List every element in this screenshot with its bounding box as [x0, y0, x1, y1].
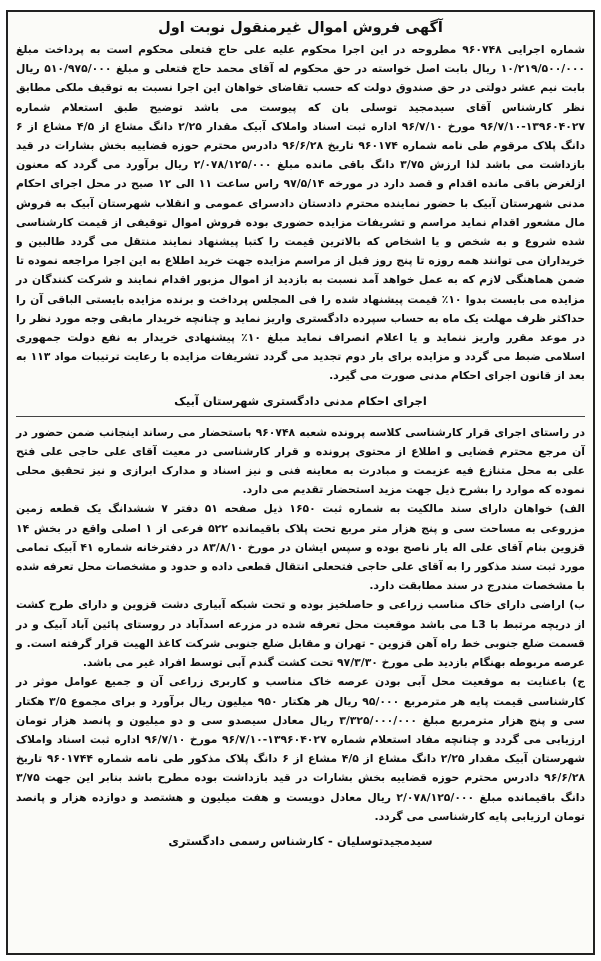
section-divider	[16, 416, 585, 417]
legal-notice	[6, 10, 595, 955]
report-item-a: الف) خواهان دارای سند مالکیت به شماره ثبت ۱۶۵۰ ذیل صفحه ۵۱ دفتر ۷ ششدانگ یک قطعه زمین مزروعی به مساحت سی و پنج هزار متر مربع تحت پلاک باقیمانده ۵۲۲ فرعی از ۱ اصلی واقع در بخش ۱۴ قزوین بنام آقای علی اله یار ناصح بوده و سپس ایشان در مورخ ۸۳/۸/۱۰ در دفترخانه شماره ۴۱ آبیک تمامی مورد ثبت سند مذکور را به آقای علی حاجی فتحعلی انتقال قطعی داده و حدود و مشخصات محل تعرفه شده با مشخصات مندرج در سند مطابقت دارد.	[16, 502, 586, 593]
issuing-office: اجرای احکام مدنی دادگستری شهرستان آبیک	[174, 393, 427, 408]
notice-title: آگهی فروش اموال غیرمنقول نوبت اول	[158, 20, 443, 36]
report-item-c: ج) باعنایت به موقعیت محل آبی بودن عرصه خاک مناسب و کاربری زراعی آن و جمیع عوامل موثر در کارشناسی قیمت پایه هر مترمربع ۹۵/۰۰۰ ریال هر هکتار ۹۵۰ میلیون ریال برآورد و برای مجموع ۳/۵ هکتار سی و پنج هزار مترمربع مبلغ ۳/۳۲۵/۰۰۰/۰۰۰ ریال معادل سیصدو سی و دو میلیون و پانصد هزار تومان ارزیابی می گردد و چنانچه مفاد استعلام شماره ۱۳۹۶۰۴۰۲۷-۹۶/۷/۱۰ مورخ ۹۶/۷/۱۰ اداره ثبت اسناد واملاک شهرستان آبیک مقدار ۲/۲۵ دانگ مشاع از ۴/۵ مشاع از ۶ دانگ پلاک مذکور طی نامه شماره ۹۶۰۱۷۴۴ تاریخ ۹۶/۶/۲۸ دادرس محترم حوزه قضاییه بخش بشارات در قید بازداشت بوده مطرح باشد بنابر این جهت ۳/۷۵ دانگ باقیمانده مبلغ ۲/۰۷۸/۱۲۵/۰۰۰ ریال معادل دویست و هفت میلیون و هشتصد و دوازده هزار و پانصد تومان ارزیابی پایه کارشناسی می گردد.	[16, 675, 586, 823]
auction-paragraph: شماره اجرایی ۹۶۰۷۴۸ مطروحه در این اجرا محکوم علیه علی حاج فتعلی محکوم است به پرداخت مبلغ ۱۰/۲۱۹/۵۰۰/۰۰۰ ریال بابت اصل خواسته در حق محکوم له آقای محمد حاج فتعلی و مبلغ ۵۱۰/۹۷۵/۰۰۰ ریال بابت نیم عشر دولتی در حق صندوق دولت که حسب تقاضای خواهان این اجرا نسبت به توقیف ملکی مطابق نظر کارشناس آقای سیدمجید توسلی بان که پیوست می باشد توضیح طبق استعلام شماره ۱۳۹۶۰۴۰۲۷-۹۶/۷/۱۰ مورخ ۹۶/۷/۱۰ اداره ثبت اسناد واملاک آبیک مقدار ۲/۲۵ دانگ مشاع از ۴/۵ مشاع از ۶ دانگ پلاک مرقوم طی نامه شماره ۹۶۰۱۷۴ تاریخ ۹۶/۶/۲۸ دادرس محترم حوزه قضاییه بخش بشارات در قید بازداشت می باشد لذا ارزش ۳/۷۵ دانگ باقی مانده مبلغ ۲/۰۷۸/۱۲۵/۰۰۰ ریال برآورد می گردد که معنون ازلغرض باقی مانده اقدام و قصد دارد در مورخه ۹۷/۵/۱۴ راس ساعت ۱۱ الی ۱۲ صبح در محل اجرای احکام مدنی شهرستان آبیک با حضور نماینده محترم دادستان دادسرای عمومی و انقلاب شهرستان آبیک به فروش مال مشعور اقدام نماید مراسم و تشریفات مزایده حضوری بوده فروش اموال توقیفی از قیمت کارشناسی شده شروع و به شخص و یا اشخاص که بالاترین قیمت را کتبا پیشنهاد نمایند منتقل می گردد طالبین و خریداران می توانند همه روزه تا پنج روز قبل از مراسم مزایده جهت خرید اطلاع به این اجرا مراجعه نموده تا ضمن هماهنگی لازم که به عمل خواهد آمد نسبت به بازدید از اموال مزبور اقدام نمایند و شرکت کنندگان در مزایده می بایست بدوا ۱۰٪ قیمت پیشنهاد شده را فی المجلس پرداخت و برنده مزایده بایستی الباقی آن را حداکثر ظرف مهلت یک ماه به حساب سپرده دادگستری واریز نماید و چنانچه خریدار مابقی وجه مورد نظر را در موعد مقرر واریز ننماید و یا اعلام انصراف نماید مبلغ ۱۰٪ پیشنهادی خریدار به نفع دولت جمهوری اسلامی ضبط می گردد و مزایده برای بار دوم تجدید می گردد تشریفات مزایده با رعایت ترتیبات مواد ۱۱۳ به بعد از قانون اجرای احکام مدنی صورت می گیرد.	[16, 43, 586, 383]
expert-signature: سیدمجیدتوسلیان - کارشناس رسمی دادگستری	[168, 833, 433, 848]
report-item-b: ب) اراضی دارای خاک مناسب زراعی و حاصلخیز بوده و تحت شبکه آبیاری دشت قزوین و دارای طرح کشت از دریچه مرتبط با L3 می باشد موقعیت محل تعرفه شده در مزرعه اسدآباد در روستای پائین آباد آبیک و در قسمت ضلع جنوبی خط راه آهن قزوین - تهران و مقابل ضلع جنوبی شرکت کاغذ الهیت قرار گرفته است. و عرصه مربوطه بهنگام بازدید طی مورخ ۹۷/۳/۳۰ تحت کشت گندم آبی توسط افراد غیر می باشد.	[16, 598, 585, 670]
expert-report-intro: در راستای اجرای قرار کارشناسی کلاسه پرونده شعبه ۹۶۰۷۴۸ باستحضار می رساند اینجانب ضمن حضور در آن مرجع محترم قضایی و اطلاع از محتوی پرونده و قرار کارشناسی در معیت آقای علی حاجی علی فتح علی به محل متنازع فیه عزیمت و مبادرت به معاینه فنی و نیز اسناد و مدارک ابرازی و نیز تحقیق محلی نموده که موارد را بشرح ذیل جهت مزید استحضار تقدیم می دارد.	[16, 425, 585, 497]
